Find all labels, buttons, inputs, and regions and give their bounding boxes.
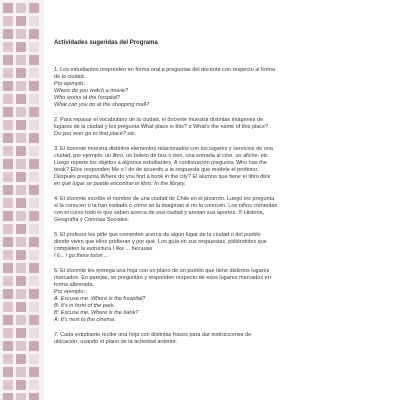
pattern-square (16, 94, 26, 104)
pattern-square (29, 367, 39, 377)
pattern-square (29, 159, 39, 169)
activity-list (54, 67, 358, 346)
pattern-square (16, 276, 26, 286)
pattern-square (16, 224, 26, 234)
pattern-square (3, 380, 13, 390)
pattern-square (29, 146, 39, 156)
pattern-square (29, 16, 39, 26)
pattern-square (29, 341, 39, 351)
pattern-square (3, 81, 13, 91)
pattern-square (29, 55, 39, 65)
pattern-square (3, 55, 13, 65)
pattern-square (3, 211, 13, 221)
pattern-square (16, 172, 26, 182)
document-body (54, 40, 358, 354)
pattern-square (3, 367, 13, 377)
pattern-square (16, 393, 26, 400)
pattern-square (16, 367, 26, 377)
pattern-square (16, 159, 26, 169)
pattern-square (3, 16, 13, 26)
pattern-square (29, 328, 39, 338)
activity-text-line: en qué lugar se puede encontrar el libro: In the library. (54, 181, 186, 187)
pattern-square (3, 250, 13, 260)
pattern-square (3, 276, 13, 286)
activity-text-line: book? Ellos responden Me o I do de acuerdo a la respuesta que modele el profesor. (54, 167, 259, 173)
pattern-square (29, 133, 39, 143)
pattern-square (29, 185, 39, 195)
pattern-square (3, 328, 13, 338)
square-pattern (3, 3, 39, 400)
pattern-square (29, 120, 39, 130)
pattern-square (29, 315, 39, 325)
pattern-square (16, 354, 26, 364)
pattern-square (29, 29, 39, 39)
pattern-square (16, 29, 26, 39)
activity-text-line: B: It's in front of the park. (54, 303, 115, 309)
pattern-square (29, 354, 39, 364)
pattern-square (16, 315, 26, 325)
pattern-square (16, 146, 26, 156)
pattern-square (3, 341, 13, 351)
pattern-square (29, 211, 39, 221)
pattern-square (3, 146, 13, 156)
activity-text-line: Por ejemplo: (54, 81, 85, 87)
pattern-square (16, 328, 26, 338)
pattern-square (3, 393, 13, 400)
activity-item (54, 196, 358, 224)
pattern-square (3, 42, 13, 52)
activity-text-line: 4. El docente escribe el nombre de una ciudad de Chile en el pizarrón. Luego les pregunta (54, 196, 275, 202)
pattern-square (29, 393, 39, 400)
activity-text-line: 1. Los estudiantes responden en forma oral a preguntas del docente con respecto al forma (54, 67, 276, 73)
pattern-square (29, 198, 39, 208)
pattern-square (29, 42, 39, 52)
pattern-square (3, 159, 13, 169)
pattern-square (3, 133, 13, 143)
pattern-square (16, 289, 26, 299)
pattern-square (16, 133, 26, 143)
activity-item (54, 146, 358, 188)
activity-text-line: completen la estructura I like ... because (54, 246, 153, 252)
activity-text-line: I li... I go there to/on ... (54, 253, 109, 259)
activity-item (54, 117, 358, 138)
pattern-square (16, 81, 26, 91)
pattern-square (16, 198, 26, 208)
pattern-square (29, 276, 39, 286)
pattern-square (3, 68, 13, 78)
pattern-square (29, 3, 39, 13)
activity-text-line: de la ciudad. (54, 74, 86, 80)
pattern-square (3, 3, 13, 13)
pattern-square (16, 250, 26, 260)
activity-text-line: ciudad, por ejemplo: un libro, un boleto de bus o tren, una entrada al cine, un afiche, etc. (54, 153, 270, 159)
activity-text-line: 7. Cada estudiante recibe una hoja con distintas frases para dar instrucciones de (54, 332, 252, 338)
pattern-square (29, 81, 39, 91)
activity-text-line: A: It's next to the cinema. (54, 317, 116, 323)
activity-item (54, 232, 358, 260)
pattern-square (3, 289, 13, 299)
pattern-square (16, 55, 26, 65)
pattern-square (29, 250, 39, 260)
activity-text-line: B: Excuse me. Where is the bank? (54, 310, 139, 316)
pattern-square (3, 198, 13, 208)
pattern-square (3, 354, 13, 364)
pattern-square (3, 120, 13, 130)
page-title: Actividades sugeridas del Programa (54, 40, 158, 46)
activity-text-line: forma alternada. (54, 282, 95, 288)
pattern-square (16, 107, 26, 117)
pattern-square (16, 341, 26, 351)
pattern-square (3, 263, 13, 273)
activity-text-line: A: Excuse me. Where is the hospital? (54, 296, 146, 302)
pattern-square (29, 263, 39, 273)
pattern-square (3, 94, 13, 104)
pattern-square (3, 237, 13, 247)
pattern-square (3, 315, 13, 325)
pattern-square (29, 380, 39, 390)
activity-text-line: 2. Para repasar el vocabulario de la ciudad, el docente muestra distintas imágenes de (54, 117, 264, 123)
activity-text-line: si la conocen o la han visitado o cómo se la imaginan si no la conocen. Los niños comentan (54, 203, 278, 209)
pattern-square (3, 107, 13, 117)
activity-text-line: Where do you watch a movie? (54, 88, 128, 94)
activity-text-line: 5. El profesor les pide que comenten acerca de algún lugar de la ciudad o del pueblo (54, 232, 261, 238)
activity-item (54, 332, 358, 346)
pattern-square (16, 302, 26, 312)
activity-text-line: Who works at the hospital? (54, 95, 121, 101)
pattern-square (16, 185, 26, 195)
activity-text-line: Do you ever go to that place? etc. (54, 131, 137, 137)
activity-text-line: What can you do at the shopping mall? (54, 102, 150, 108)
activity-text-line: ubicación, usando el plano de la actividad anterior. (54, 339, 178, 345)
activity-item (54, 268, 358, 324)
pattern-square (29, 107, 39, 117)
pattern-square (29, 237, 39, 247)
pattern-square (16, 263, 26, 273)
activity-text-line: donde viven que ellos prefieran y por qué. Los guía en sus respuestas, pidiéndoles que (54, 239, 267, 245)
pattern-square (3, 172, 13, 182)
pattern-square (29, 302, 39, 312)
decorative-sidebar (0, 0, 44, 400)
pattern-square (3, 224, 13, 234)
pattern-square (29, 68, 39, 78)
pattern-square (16, 380, 26, 390)
activity-item (54, 67, 358, 109)
activity-text-line: 3. El docente muestra distintos elementos relacionados con los lugares y servicios de una (54, 146, 273, 152)
activity-text-line: marcados. En parejas, se preguntan y responden respecto de esos lugares marcados en (54, 275, 271, 281)
pattern-square (16, 16, 26, 26)
pattern-square (29, 224, 39, 234)
pattern-square (16, 68, 26, 78)
activity-text-line: lugares de la ciudad y les pregunta What place is this? o What's the name of this place? (54, 124, 269, 130)
pattern-square (3, 185, 13, 195)
pattern-square (16, 211, 26, 221)
pattern-square (16, 3, 26, 13)
pattern-square (16, 42, 26, 52)
pattern-square (16, 120, 26, 130)
pattern-square (3, 302, 13, 312)
activity-text-line: con el curso todo lo que saben acerca de esa ciudad y anotan sus aportes. ® Historia, (54, 210, 265, 216)
activity-text-line: 6. El docente les entrega una hoja con un plano de un pueblo que tiene distintos lugares (54, 268, 270, 274)
activity-text-line: Después pregunta Where do you find a book in the city? El alumno que tiene el libro dice (54, 174, 271, 180)
pattern-square (29, 289, 39, 299)
pattern-square (16, 237, 26, 247)
pattern-square (3, 29, 13, 39)
activity-text-line: Geografía y Ciencias Sociales. (54, 217, 130, 223)
pattern-square (29, 94, 39, 104)
activity-text-line: Por ejemplo: (54, 289, 85, 295)
activity-text-line: Luego reparte los objetos a algunos estudiantes. A continuación pregunta: Who has the (54, 160, 267, 166)
pattern-square (29, 172, 39, 182)
